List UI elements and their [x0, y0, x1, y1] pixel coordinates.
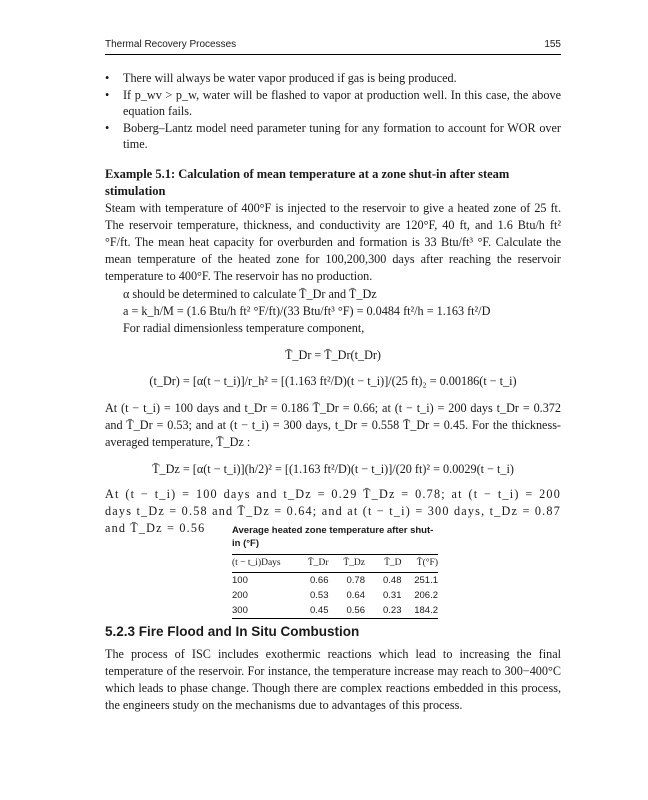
bullet-icon: • — [105, 71, 110, 85]
table-header-cell: (t − t_i)Days — [232, 558, 281, 568]
example-problem: Steam with temperature of 400°F is injected to the reservoir to give a heated zone of 25 ft. The reservoir temperature, thickness, and conductivity are 120°F, 40 ft, and 1.6 Btu/h ft² °F/ft. The mean heat capacity for overburden and formation is 33 Btu/ft³ °F. Calculate the mean temperature of the heated zone for 100,200,300 days after reaching the reservoir temperature to 400°F. The reservoir has no production. — [105, 201, 561, 283]
bullet-icon: • — [105, 120, 110, 135]
running-title: Thermal Recovery Processes — [105, 39, 237, 50]
table-rule-bottom — [232, 618, 438, 619]
table-header-cell: T̄_Dr — [307, 558, 329, 568]
equation-2: (t_Dr) = [α(t − t_i)]/r_h² = [(1.163 ft²/D)(t − t_i)]/(25 ft)₂ = 0.00186(t − t_i) — [149, 374, 517, 388]
page-number: 155 — [544, 39, 561, 50]
results-table — [232, 524, 438, 619]
bullet-item: • If p_wv > p_w, water will be flashed to vapor at production well. In this case, the above equation fails. — [105, 87, 561, 118]
header-rule — [105, 54, 561, 55]
section-body: The process of ISC includes exothermic reactions which lead to increasing the final temperature of the reservoir. For instance, the temperature increase may reach to 300−400°C which leads to phase change. Though there are complex reactions embedded in this process, the engineers study on the mechanisms due to advantages of this process. — [105, 647, 561, 712]
bullet-item: • Boberg–Lantz model need parameter tuning for any formation to account for WOR over time. — [105, 120, 561, 151]
table-header-row — [232, 555, 438, 572]
radial-intro: For radial dimensionless temperature component, — [123, 321, 365, 335]
table-row: 300 0.45 0.56 0.23 184.2 — [232, 605, 438, 616]
section-heading: 5.2.3 Fire Flood and In Situ Combustion — [105, 624, 360, 639]
radial-results: At (t − t_i) = 100 days and t_Dr = 0.186 T̄_Dr = 0.66; at (t − t_i) = 200 days t_Dr = 0.372 and T̄_Dr = 0.53; and at (t − t_i) = 300 days, t_Dr = 0.558 T̄_Dr = 0.45. For the thickness-averaged temperature, T̄_Dz : — [105, 401, 561, 449]
equation-3: T̄_Dz = [α(t − t_i)](h/2)² = [(1.163 ft²/D)(t − t_i)]/(20 ft)² = 0.0029(t − t_i) — [152, 462, 514, 476]
table-row: 100 0.66 0.78 0.48 251.1 — [232, 575, 438, 586]
example-title: Example 5.1: Calculation of mean temperature at a zone shut-in after steam stimulation — [105, 167, 510, 198]
table-row: 200 0.53 0.64 0.31 206.2 — [232, 590, 438, 601]
bullet-icon: • — [105, 87, 110, 102]
table-header-cell: T̄(°F) — [416, 558, 438, 568]
bullet-item: • There will always be water vapor produced if gas is being produced. — [105, 71, 457, 85]
table-header-cell: T̄_Dz — [343, 558, 365, 568]
alpha-line: α should be determined to calculate T̄_Dr and T̄_Dz — [123, 287, 377, 301]
equation-1: T̄_Dr = T̄_Dr(t_Dr) — [284, 348, 381, 362]
table-header-cell: T̄_D — [384, 558, 402, 568]
table-caption: Average heated zone temperature after shut-in (°F) — [232, 525, 434, 549]
a-formula: a = k_h/M = (1.6 Btu/h ft² °F/ft)/(33 Btu/ft³ °F) = 0.0484 ft²/h = 1.163 ft²/D — [123, 304, 491, 318]
bullet-list — [105, 70, 561, 153]
vertical-results: At (t − t_i) = 100 days and t_Dz = 0.29 T̄_Dz = 0.78; at (t − t_i) = 200 days t_Dz = 0.58 and T̄_Dz = 0.64; and at (t − t_i) = 300 days, t_Dz = 0.87 and T̄_Dz = 0.56 — [105, 487, 561, 535]
